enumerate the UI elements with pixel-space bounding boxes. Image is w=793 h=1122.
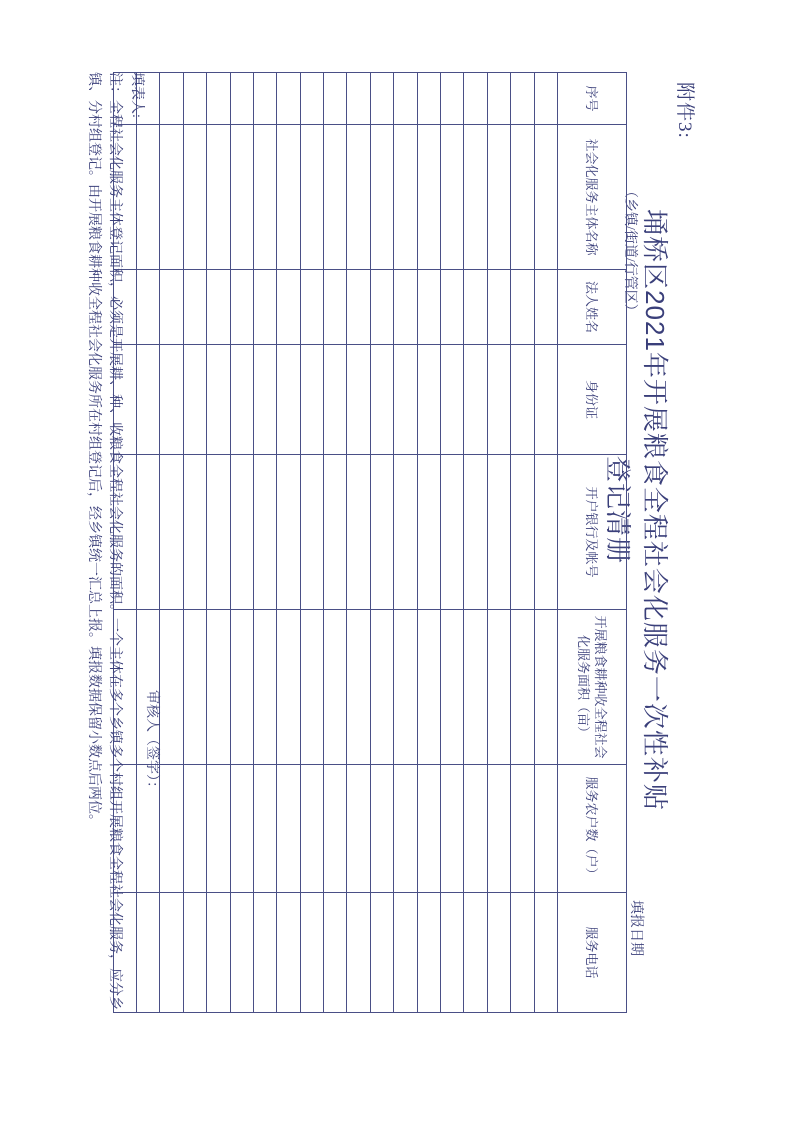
- table-cell[interactable]: [277, 345, 300, 455]
- registration-table: [113, 72, 627, 1013]
- table-cell[interactable]: [300, 765, 323, 893]
- table-cell[interactable]: [487, 125, 510, 270]
- table-cell[interactable]: [417, 610, 440, 765]
- table-row: [183, 73, 206, 1013]
- table-cell[interactable]: [487, 893, 510, 1013]
- table-cell[interactable]: [464, 345, 487, 455]
- table-cell[interactable]: [511, 270, 534, 345]
- table-cell[interactable]: [160, 765, 183, 893]
- table-row: [207, 73, 230, 1013]
- table-cell[interactable]: [347, 345, 370, 455]
- table-cell[interactable]: [347, 270, 370, 345]
- table-cell[interactable]: [417, 345, 440, 455]
- table-row: [487, 73, 510, 1013]
- table-cell[interactable]: [511, 73, 534, 125]
- table-cell[interactable]: [183, 893, 206, 1013]
- table-row: [441, 73, 464, 1013]
- table-row: [300, 73, 323, 1013]
- table-cell[interactable]: [207, 73, 230, 125]
- table-cell[interactable]: [300, 125, 323, 270]
- table-cell[interactable]: [441, 893, 464, 1013]
- table-row: [277, 73, 300, 1013]
- table-cell[interactable]: [534, 765, 557, 893]
- table-cell[interactable]: [300, 610, 323, 765]
- table-cell[interactable]: [511, 610, 534, 765]
- table-cell[interactable]: [324, 455, 347, 610]
- footnote: 注：全程社会化服务主体登记面积，必须是开展耕、种、收粮食全程社会化服务的面积。一个主体在多个乡镇多个村组开展粮食全程社会化服务，应分乡镇、分村组登记。由开展粮食耕种收全程社会化服务所在村组登记后，经乡镇统一汇总上报。填报数据保留小数点后两位。: [86, 72, 122, 1010]
- column-header-index: 序号: [558, 73, 627, 125]
- attachment-label: 附件3:: [674, 82, 695, 139]
- table-cell[interactable]: [464, 125, 487, 270]
- table-row: [394, 73, 417, 1013]
- table-cell[interactable]: [487, 610, 510, 765]
- table-cell[interactable]: [464, 73, 487, 125]
- table-cell[interactable]: [441, 610, 464, 765]
- table-cell[interactable]: [511, 345, 534, 455]
- table-cell[interactable]: [534, 345, 557, 455]
- table-cell[interactable]: [370, 893, 393, 1013]
- table-cell[interactable]: [136, 455, 159, 610]
- table-cell[interactable]: [253, 125, 276, 270]
- table-cell[interactable]: [136, 125, 159, 270]
- table-cell[interactable]: [300, 455, 323, 610]
- table-cell[interactable]: [534, 455, 557, 610]
- table-cell[interactable]: [277, 893, 300, 1013]
- table-cell[interactable]: [324, 270, 347, 345]
- table-cell[interactable]: [253, 345, 276, 455]
- table-cell[interactable]: [324, 610, 347, 765]
- table-cell[interactable]: [277, 610, 300, 765]
- table-cell[interactable]: [464, 765, 487, 893]
- table-cell[interactable]: [183, 125, 206, 270]
- table-cell[interactable]: [183, 765, 206, 893]
- table-cell[interactable]: [394, 455, 417, 610]
- table-cell[interactable]: [464, 893, 487, 1013]
- table-cell[interactable]: [253, 73, 276, 125]
- table-cell[interactable]: [300, 345, 323, 455]
- table-cell[interactable]: [207, 610, 230, 765]
- table-cell[interactable]: [230, 610, 253, 765]
- table-cell[interactable]: [230, 455, 253, 610]
- fill-date-label: 填报日期: [628, 900, 643, 956]
- table-cell[interactable]: [464, 455, 487, 610]
- table-cell[interactable]: [207, 455, 230, 610]
- table-cell[interactable]: [347, 125, 370, 270]
- table-cell[interactable]: [324, 73, 347, 125]
- table-cell[interactable]: [160, 610, 183, 765]
- table-cell[interactable]: [183, 73, 206, 125]
- table-cell[interactable]: [347, 73, 370, 125]
- table-cell[interactable]: [487, 270, 510, 345]
- table-cell[interactable]: [136, 270, 159, 345]
- column-header-legal-person: 法人姓名: [558, 270, 627, 345]
- table-cell[interactable]: [230, 125, 253, 270]
- table-body: [113, 73, 557, 1013]
- table-row: [534, 73, 557, 1013]
- table-cell[interactable]: [230, 345, 253, 455]
- table-cell[interactable]: [487, 73, 510, 125]
- column-header-id-card: 身份证: [558, 345, 627, 455]
- table-cell[interactable]: [511, 765, 534, 893]
- table-cell[interactable]: [370, 125, 393, 270]
- table-cell[interactable]: [370, 455, 393, 610]
- table-cell[interactable]: [300, 73, 323, 125]
- table-cell[interactable]: [394, 610, 417, 765]
- table-cell[interactable]: [441, 345, 464, 455]
- table-cell[interactable]: [324, 345, 347, 455]
- table-cell[interactable]: [300, 270, 323, 345]
- table-cell[interactable]: [487, 345, 510, 455]
- table-cell[interactable]: [370, 765, 393, 893]
- table-cell[interactable]: [160, 455, 183, 610]
- column-header-service-phone: 服务电话: [558, 893, 627, 1013]
- table-cell[interactable]: [441, 765, 464, 893]
- township-subtitle: （乡镇/街道/行管区）: [622, 184, 637, 318]
- table-cell[interactable]: [511, 893, 534, 1013]
- page-title: 埇桥区2021年开展粮食全程社会化服务一次性补贴登记清册: [603, 209, 670, 811]
- table-cell[interactable]: [441, 455, 464, 610]
- column-header-entity-name: 社会化服务主体名称: [558, 125, 627, 270]
- table-cell[interactable]: [324, 765, 347, 893]
- table-cell[interactable]: [394, 73, 417, 125]
- table-cell[interactable]: [183, 270, 206, 345]
- table-cell[interactable]: [370, 73, 393, 125]
- table-row: [324, 73, 347, 1013]
- table-header-row: [558, 73, 627, 1013]
- table-cell[interactable]: [487, 455, 510, 610]
- table-cell[interactable]: [534, 125, 557, 270]
- table-cell[interactable]: [160, 73, 183, 125]
- table-cell[interactable]: [394, 270, 417, 345]
- filler-label: 填表人:: [129, 72, 144, 118]
- table-cell[interactable]: [207, 893, 230, 1013]
- table-cell[interactable]: [487, 765, 510, 893]
- table-cell[interactable]: [347, 765, 370, 893]
- table-cell[interactable]: [534, 73, 557, 125]
- table-cell[interactable]: [207, 345, 230, 455]
- table-cell[interactable]: [207, 270, 230, 345]
- table-cell[interactable]: [230, 765, 253, 893]
- table-cell[interactable]: [277, 270, 300, 345]
- table-cell[interactable]: [324, 125, 347, 270]
- table-cell[interactable]: [136, 893, 159, 1013]
- table-cell[interactable]: [277, 73, 300, 125]
- table-cell[interactable]: [324, 893, 347, 1013]
- table-row: [347, 73, 370, 1013]
- table-cell[interactable]: [511, 455, 534, 610]
- table-cell[interactable]: [417, 893, 440, 1013]
- table-cell[interactable]: [441, 73, 464, 125]
- table-cell[interactable]: [511, 125, 534, 270]
- table-cell[interactable]: [347, 610, 370, 765]
- table-cell[interactable]: [370, 270, 393, 345]
- table-cell[interactable]: [394, 345, 417, 455]
- table-cell[interactable]: [534, 610, 557, 765]
- table-cell[interactable]: [464, 610, 487, 765]
- table-cell[interactable]: [207, 125, 230, 270]
- table-cell[interactable]: [534, 270, 557, 345]
- table-cell[interactable]: [464, 270, 487, 345]
- table-cell[interactable]: [417, 125, 440, 270]
- reviewer-signature-label: 审核人（签字）：: [144, 690, 159, 795]
- table-cell[interactable]: [230, 73, 253, 125]
- table-cell[interactable]: [230, 893, 253, 1013]
- table-cell[interactable]: [441, 125, 464, 270]
- table-cell[interactable]: [253, 765, 276, 893]
- table-cell[interactable]: [160, 345, 183, 455]
- table-cell[interactable]: [253, 610, 276, 765]
- table-row: [370, 73, 393, 1013]
- table-cell[interactable]: [160, 270, 183, 345]
- table-row: [160, 73, 183, 1013]
- table-cell[interactable]: [417, 270, 440, 345]
- table-cell[interactable]: [417, 765, 440, 893]
- table-cell[interactable]: [347, 455, 370, 610]
- table-cell[interactable]: [300, 893, 323, 1013]
- column-header-household-count: 服务农户数（户）: [558, 765, 627, 893]
- table-cell[interactable]: [370, 610, 393, 765]
- table-cell[interactable]: [277, 125, 300, 270]
- table-row: [253, 73, 276, 1013]
- table-cell[interactable]: [277, 455, 300, 610]
- table-cell[interactable]: [183, 455, 206, 610]
- table-cell[interactable]: [417, 455, 440, 610]
- table-cell[interactable]: [394, 765, 417, 893]
- table-cell[interactable]: [417, 73, 440, 125]
- table-cell[interactable]: [253, 455, 276, 610]
- table-cell[interactable]: [253, 893, 276, 1013]
- table-row: [511, 73, 534, 1013]
- table-cell[interactable]: [347, 893, 370, 1013]
- table-cell[interactable]: [207, 765, 230, 893]
- table-row: [136, 73, 159, 1013]
- table-row: [230, 73, 253, 1013]
- table-row: [464, 73, 487, 1013]
- table-cell[interactable]: [534, 893, 557, 1013]
- table-cell[interactable]: [183, 610, 206, 765]
- table-cell[interactable]: [370, 345, 393, 455]
- table-cell[interactable]: [394, 893, 417, 1013]
- table-cell[interactable]: [230, 270, 253, 345]
- table-cell[interactable]: [394, 125, 417, 270]
- table-cell[interactable]: [277, 765, 300, 893]
- table-cell[interactable]: [253, 270, 276, 345]
- table-row: [417, 73, 440, 1013]
- table-cell[interactable]: [441, 270, 464, 345]
- table-cell[interactable]: [183, 345, 206, 455]
- column-header-service-area: 开展粮食耕种收全程社会化服务面积（亩）: [558, 610, 627, 765]
- table-cell[interactable]: [160, 125, 183, 270]
- table-cell[interactable]: [160, 893, 183, 1013]
- table-cell[interactable]: [136, 345, 159, 455]
- column-header-bank-account: 开户银行及帐号: [558, 455, 627, 610]
